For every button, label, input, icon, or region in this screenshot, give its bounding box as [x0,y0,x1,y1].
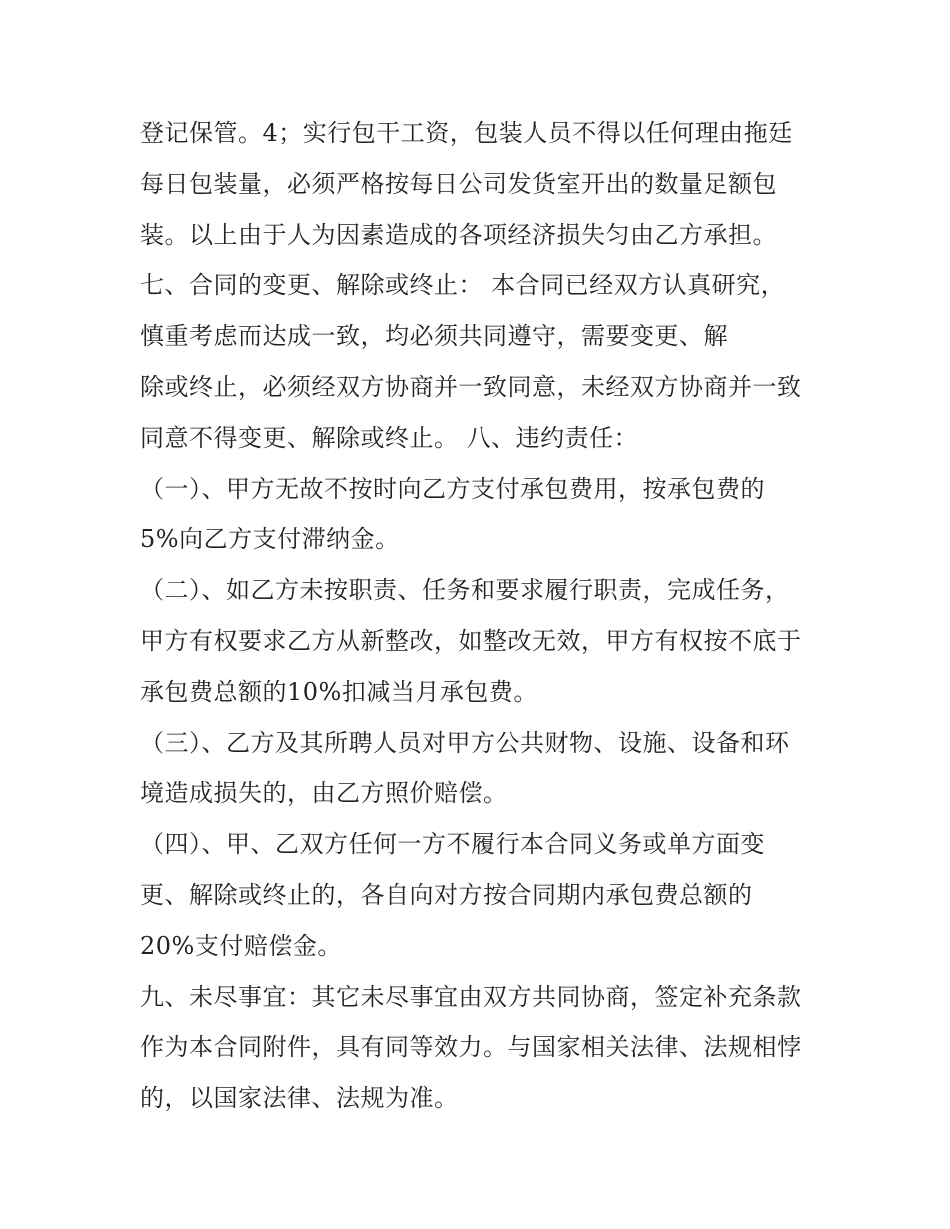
section-7-heading-line: 七、合同的变更、解除或终止： 本合同已经双方认真研究， [140,271,786,300]
text-line: 更、解除或终止的，各自向对方按合同期内承包费总额的 [140,880,753,909]
clause-2-line: （二）、如乙方未按职责、任务和要求履行职责，完成任务， [140,576,790,605]
text-line: 甲方有权要求乙方从新整改，如整改无效，甲方有权按不底于 [140,626,802,655]
text-line: 慎重考虑而达成一致，均必须共同遵守，需要变更、解 [140,322,728,351]
clause-3-line: （三）、乙方及其所聘人员对甲方公共财物、设施、设备和环 [140,728,790,757]
contract-text [140,108,830,1124]
text-line: 登记保管。4；实行包干工资，包装人员不得以任何理由拖廷 [140,119,793,147]
text-line: 装。以上由于人为因素造成的各项经济损失匀由乙方承担。 [140,220,777,249]
text-line: 20%支付赔偿金。 [140,931,342,960]
text-line: 的，以国家法律、法规为准。 [140,1084,459,1113]
text-line: 每日包装量，必须严格按每日公司发货室开出的数量足额包 [140,169,777,198]
text-line: 作为本合同附件，具有同等效力。与国家相关法律、法规相悖 [140,1033,802,1062]
text-line: 承包费总额的10%扣减当月承包费。 [140,677,538,706]
text-line: 境造成损失的，由乙方照价赔偿。 [140,779,508,808]
section-8-heading-line: 同意不得变更、解除或终止。 八、违约责任： [140,423,639,452]
text-line: 除或终止，必须经双方协商并一致同意，未经双方协商并一致 [140,372,802,401]
text-line: 5%向乙方支付滞纳金。 [140,525,400,554]
section-9-heading-line: 九、未尽事宜：其它未尽事宜由双方共同协商，签定补充条款 [140,982,802,1011]
clause-1-line: （一）、甲方无故不按时向乙方支付承包费用，按承包费的 [140,474,765,503]
clause-4-line: （四）、甲、乙双方任何一方不履行本合同义务或单方面变 [140,830,765,859]
